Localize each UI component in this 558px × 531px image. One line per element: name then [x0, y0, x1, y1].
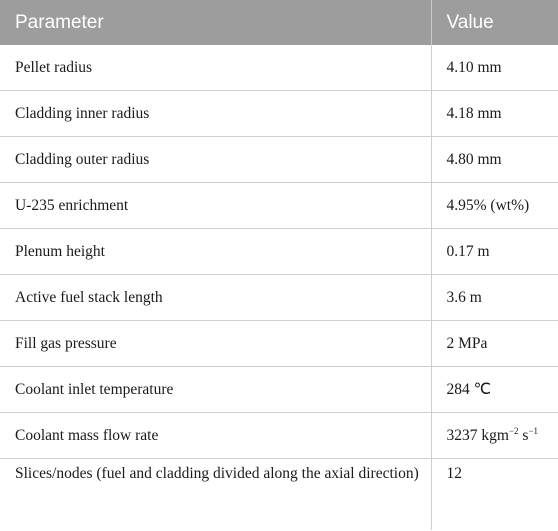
- header-parameter: Parameter: [0, 0, 431, 45]
- value-cell: 4.10 mm: [431, 45, 558, 91]
- parameter-cell: U-235 enrichment: [0, 183, 431, 229]
- table-row: [0, 275, 558, 321]
- value-cell: 3.6 m: [431, 275, 558, 321]
- table-header: [0, 0, 558, 45]
- value-base: 3237 kgm: [446, 426, 509, 444]
- table-row: [0, 45, 558, 91]
- value-unit: s: [518, 426, 529, 444]
- parameter-cell: Cladding inner radius: [0, 91, 431, 137]
- parameter-cell: Plenum height: [0, 229, 431, 275]
- table-body: [0, 45, 558, 530]
- value-cell: 4.18 mm: [431, 91, 558, 137]
- parameter-cell: Slices/nodes (fuel and cladding divided along the axial direction): [0, 459, 431, 531]
- value-cell: 0.17 m: [431, 229, 558, 275]
- parameter-cell: Active fuel stack length: [0, 275, 431, 321]
- header-row: [0, 0, 558, 45]
- value-cell: [431, 413, 558, 459]
- header-value: Value: [431, 0, 558, 45]
- table-row: [0, 321, 558, 367]
- table-row: [0, 459, 558, 531]
- parameter-cell: Coolant inlet temperature: [0, 367, 431, 413]
- table-row: [0, 137, 558, 183]
- table-row: [0, 183, 558, 229]
- value-cell: 4.95% (wt%): [431, 183, 558, 229]
- value-cell: 4.80 mm: [431, 137, 558, 183]
- value-exponent: −1: [528, 425, 539, 436]
- table-row: [0, 91, 558, 137]
- table-row: [0, 367, 558, 413]
- parameter-cell: Cladding outer radius: [0, 137, 431, 183]
- table-row: [0, 229, 558, 275]
- table-row: [0, 413, 558, 459]
- value-cell: 284 ℃: [431, 367, 558, 413]
- parameter-cell: Fill gas pressure: [0, 321, 431, 367]
- parameter-cell: Coolant mass flow rate: [0, 413, 431, 459]
- parameter-cell: Pellet radius: [0, 45, 431, 91]
- value-exponent: −2: [508, 425, 519, 436]
- value-cell: 2 MPa: [431, 321, 558, 367]
- value-cell: 12: [446, 465, 462, 482]
